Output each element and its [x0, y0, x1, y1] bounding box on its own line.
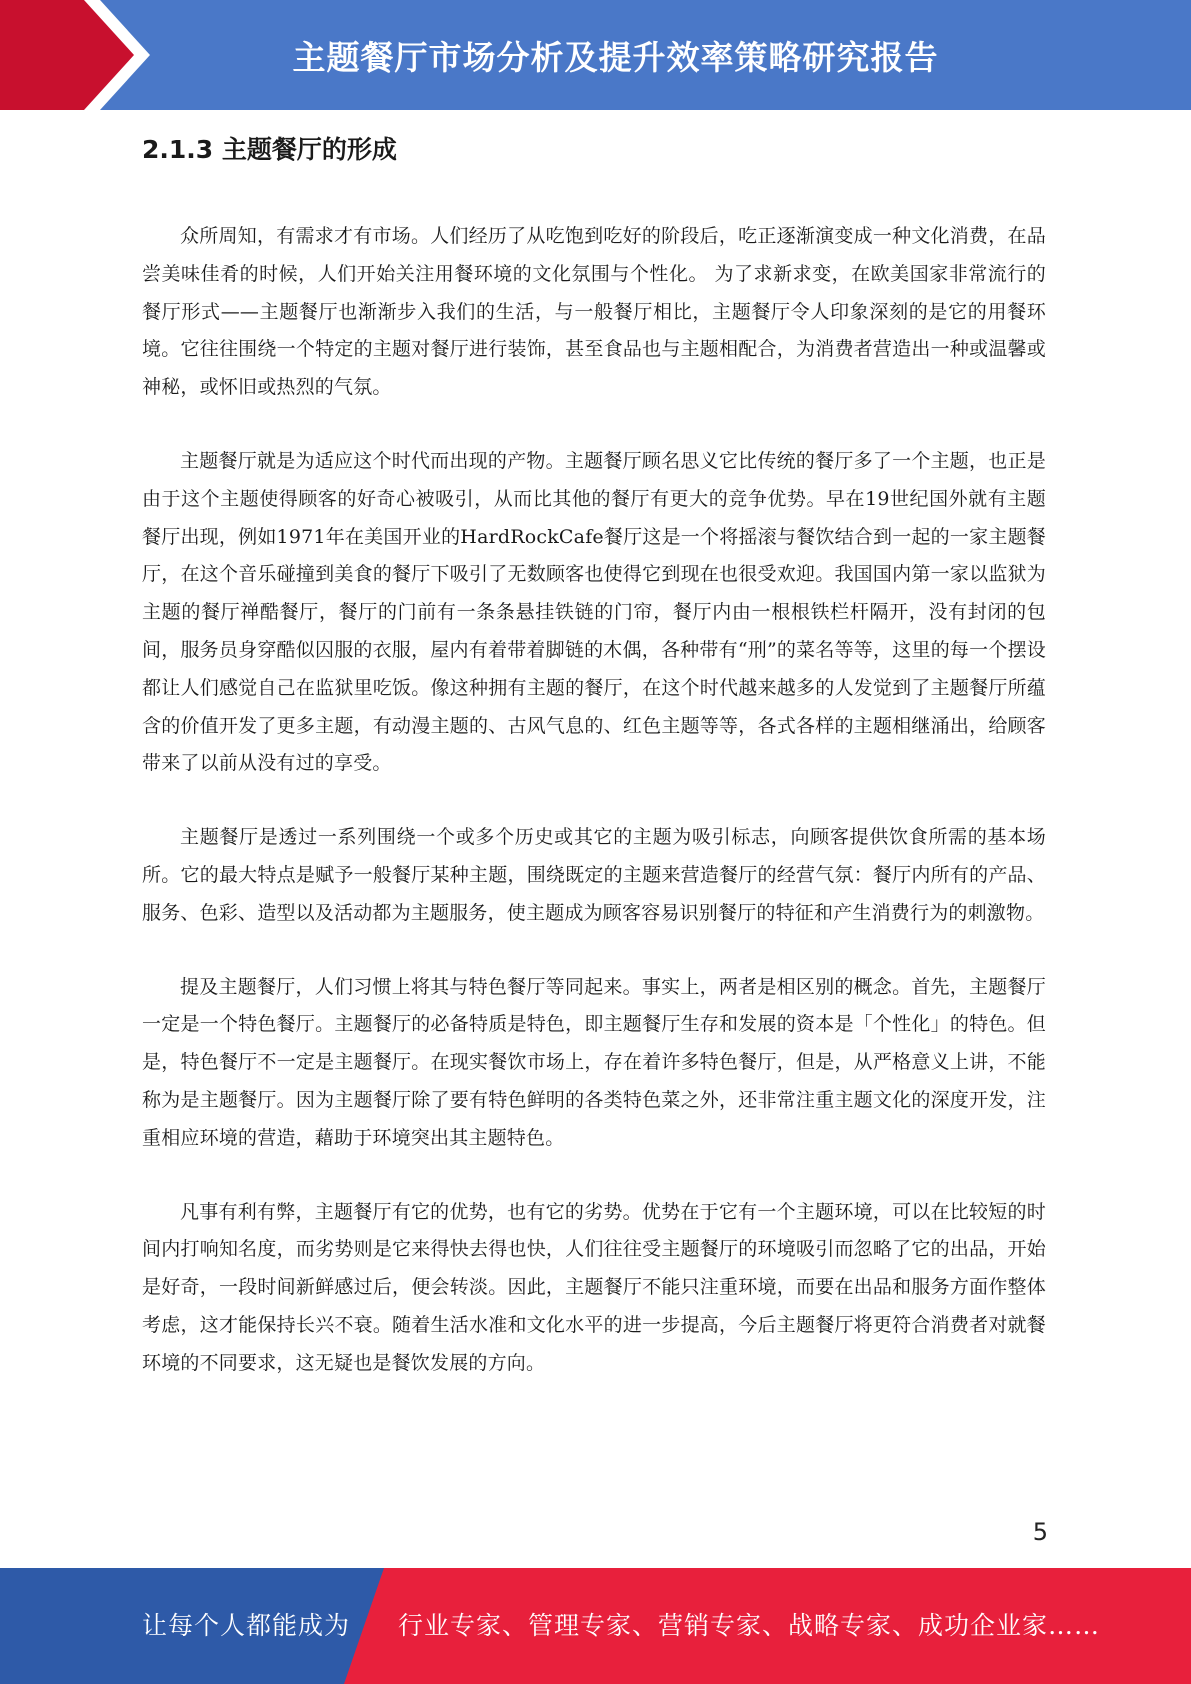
paragraph: 主题餐厅是透过一系列围绕一个或多个历史或其它的主题为吸引标志，向顾客提供饮食所需的基本场所。它的最大特点是赋予一般餐厅某种主题，围绕既定的主题来营造餐厅的经营气氛：餐厅内所有的产品、服务、色彩、造型以及活动都为主题服务，使主题成为顾客容易识别餐厅的特征和产生消费行为的刺激物。 — [142, 826, 1046, 924]
paragraph: 凡事有利有弊，主题餐厅有它的优势，也有它的劣势。优势在于它有一个主题环境，可以在比较短的时间内打响知名度，而劣势则是它来得快去得也快，人们往往受主题餐厅的环境吸引而忽略了它的出品，开始是好奇，一段时间新鲜感过后，便会转淡。因此，主题餐厅不能只注重环境，而要在出品和服务方面作整体考虑，这才能保持长兴不衰。随着生活水准和文化水平的进一步提高，今后主题餐厅将更符合消费者对就餐环境的不同要求，这无疑也是餐饮发展的方向。 — [142, 1200, 1046, 1374]
page-header — [0, 0, 1191, 110]
footer-slogan-right: 行业专家、管理专家、营销专家、战略专家、成功企业家…… — [398, 1611, 1101, 1640]
paragraph: 主题餐厅就是为适应这个时代而出现的产物。主题餐厅顾名思义它比传统的餐厅多了一个主题，也正是由于这个主题使得顾客的好奇心被吸引，从而比其他的餐厅有更大的竞争优势。早在19世纪国外就有主题餐厅出现，例如1971年在美国开业的HardRockCafe餐厅这是一个将摇滚与餐饮结合到一起的一家主题餐厅，在这个音乐碰撞到美食的餐厅下吸引了无数顾客也使得它到现在也很受欢迎。我国国内第一家以监狱为主题的餐厅禅酷餐厅，餐厅的门前有一条条悬挂铁链的门帘，餐厅内由一根根铁栏杆隔开，没有封闭的包间，服务员身穿酷似囚服的衣服，屋内有着带着脚链的木偶，各种带有“刑”的菜名等等，这里的每一个摆设都让人们感觉自己在监狱里吃饭。像这种拥有主题的餐厅，在这个时代越来越多的人发觉到了主题餐厅所蕴含的价值开发了更多主题，有动漫主题的、古风气息的、红色主题等等，各式各样的主题相继涌出，给顾客带来了以前从没有过的享受。 — [142, 449, 1046, 775]
section-heading: 2.1.3 主题餐厅的形成 — [142, 135, 397, 164]
footer-slogan-left: 让每个人都能成为 — [142, 1611, 351, 1640]
paragraph: 提及主题餐厅，人们习惯上将其与特色餐厅等同起来。事实上，两者是相区别的概念。首先，主题餐厅一定是一个特色餐厅。主题餐厅的必备特质是特色，即主题餐厅生存和发展的资本是「个性化」的特色。但是，特色餐厅不一定是主题餐厅。在现实餐饮市场上，存在着许多特色餐厅，但是，从严格意义上讲，不能称为是主题餐厅。因为主题餐厅除了要有特色鲜明的各类特色菜之外，还非常注重主题文化的深度开发，注重相应环境的营造，藉助于环境突出其主题特色。 — [142, 975, 1046, 1149]
header-arrow-icon — [0, 0, 160, 110]
main-content — [142, 130, 1046, 1419]
page-number: 5 — [1032, 1518, 1048, 1546]
paragraph: 众所周知，有需求才有市场。人们经历了从吃饱到吃好的阶段后，吃正逐渐演变成一种文化消费，在品尝美味佳肴的时候，人们开始关注用餐环境的文化氛围与个性化。 为了求新求变，在欧美国家非常流行的餐厅形式——主题餐厅也渐渐步入我们的生活，与一般餐厅相比，主题餐厅令人印象深刻的是它的用餐环境。它往往围绕一个特定的主题对餐厅进行装饰，甚至食品也与主题相配合，为消费者营造出一种或温馨或神秘，或怀旧或热烈的气氛。 — [142, 225, 1046, 399]
page-footer — [0, 1568, 1191, 1684]
report-title: 主题餐厅市场分析及提升效率策略研究报告 — [292, 37, 939, 77]
